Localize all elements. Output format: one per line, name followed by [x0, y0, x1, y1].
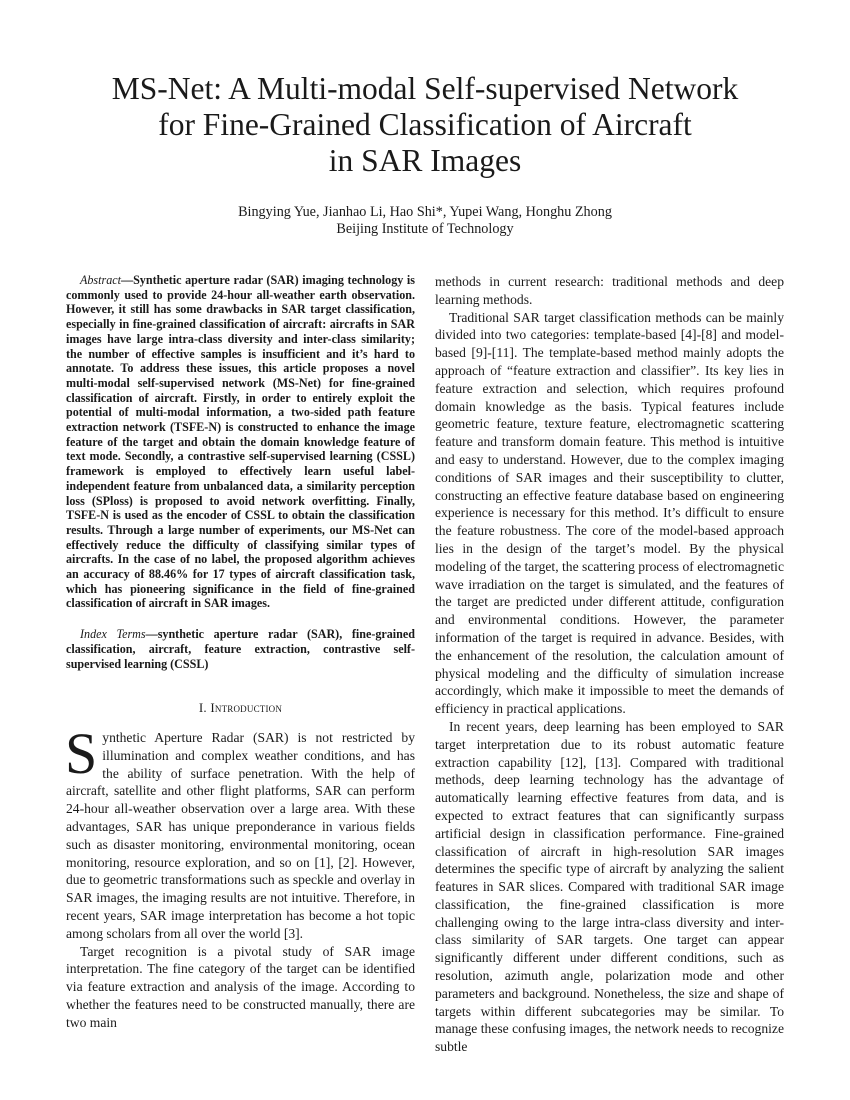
affiliation-line: Beijing Institute of Technology [336, 221, 514, 237]
abstract-label: Abstract [80, 273, 121, 287]
drop-cap: S [65, 721, 98, 787]
abstract-text: —Synthetic aperture radar (SAR) imaging technology is commonly used to provide 24-hour all-weather earth observation. However, it still has some drawbacks in SAR target classification, especially in fine-grained classification of aircraft: aircrafts in SAR images have large intra-class diversity and inter-class similarity; the number of effective samples is insufficient and it’s hard to annotate. To address these issues, this article proposes a novel multi-modal self-supervised network (MS-Net) for fine-grained classification of aircraft. Firstly, in order to entirely exploit the potential of multi-modal information, a two-sided path feature extraction network (TSFE-N) is constructed to enhance the image feature of the target and obtain the domain knowledge feature of text mode. Secondly, a contrastive self-supervised learning (CSSL) framework is employed to effectively learn useful label-independent feature from unbalanced data, a similarity perception loss (SPloss) is proposed to avoid network overfitting. Finally, TSFE-N is used as the encoder of CSSL to obtain the classification results. Through a large number of experiments, our MS-Net can effectively reduce the difficulty of classifying similar types of aircrafts. In the case of no label, the proposed algorithm achieves an accuracy of 88.46% for 17 types of aircraft classification task, which has pioneering significance in the field of fine-grained classification of aircraft in SAR images. [66, 273, 415, 611]
abstract-paragraph [66, 273, 415, 611]
index-terms-label: Index Terms [80, 627, 146, 642]
section-heading-introduction [66, 699, 415, 717]
index-terms-text: —synthetic aperture radar (SAR), fine-grained classification, aircraft, feature extraction, contrastive self-supervised learning (CSSL) [66, 627, 415, 671]
right-paragraph-1: Traditional SAR target classification methods can be mainly divided into two categories: template-based [4]-[8] and model-based [9]-[11]. The template-based method mainly adopts the approach of “feature extraction and classifier”. Its key lies in feature extraction and selection, which requires profound domain knowledge as the basis. Typical features include geometric feature, texture feature, electromagnetic scattering feature and transform domain feature. This method is intuitive and easy to understand. However, due to the complex imaging conditions of SAR images and their susceptibility to clutter, constructing an effective feature database based on engineering experience is necessary for this method. It’s difficult to ensure the feature robustness. The core of the model-based approach lies in the design of the target’s model. By the physical modeling of the target, the scattering process of electromagnetic wave irradiation on the target is simulated, and the features of the target are predicted under different attitude, configuration and environmental conditions. However, the parameter information of the target is required in advance. Besides, with the enhancement of the resolution, the calculation amount of physical modeling and the difficulty of simulation increase accordingly, which make it impossible to meet the demands of efficiency in practical applications. [435, 309, 784, 717]
section-number: I. [198, 700, 211, 716]
title-line-1: MS-Net: A Multi-modal Self-supervised Network [111, 71, 739, 106]
intro-paragraph-1-text: ynthetic Aperture Radar (SAR) is not restricted by illumination and complex weather conditions, and has the ability of surface penetration. With the help of aircraft, satellite and other flight platforms, SAR can perform 24-hour all-weather observation over a large area. With these advantages, SAR has unique preponderance in various fields such as disaster monitoring, environmental monitoring, ocean monitoring, resource exploration, and so on [1], [2]. However, due to geometric transformations such as speckle and overlay in SAR images, the imaging results are not intuitive. Therefore, in recent years, SAR image interpretation has become a hot topic among scholars from all over the world [3]. [66, 730, 415, 941]
title-line-2: for Fine-Grained Classification of Aircraft [158, 107, 692, 142]
right-paragraph-2: In recent years, deep learning has been employed to SAR target interpretation due to its robust automatic feature extraction capability [12], [13]. Compared with traditional methods, deep learning technology has the advantage of automatically learning effective features from data, and is expected to extract features that can significantly surpass artificial design in classification performance. Fine-grained classification of aircraft in high-resolution SAR images determines the specific type of aircraft by analyzing the salient features in SAR slices. Compared with traditional SAR image classification, the fine-grained classification is more challenging owing to the large intra-class diversity and inter-class similarity of SAR targets. One target can appear significantly different under different conditions, such as resolution, azimuth angle, polarization mode and other parameters and background. Nonetheless, the size and shape of targets within different subcategories may be similar. To manage these confusing images, the network needs to recognize subtle [435, 718, 784, 1055]
index-terms-paragraph [66, 627, 415, 671]
intro-paragraph-1 [65, 721, 415, 943]
right-column [435, 273, 784, 1056]
paper-title [40, 71, 810, 179]
title-line-3: in SAR Images [328, 143, 522, 178]
section-title: Introduction [210, 700, 283, 716]
left-column [66, 273, 415, 1032]
right-paragraph-0: methods in current research: traditional methods and deep learning methods. [435, 274, 784, 307]
intro-paragraph-2: Target recognition is a pivotal study of SAR image interpretation. The fine category of the target can be identified via feature extraction and analysis of the image. According to whether the features need to be constructed manually, there are two main [66, 943, 415, 1030]
author-block [40, 204, 810, 238]
authors-line: Bingying Yue, Jianhao Li, Hao Shi*, Yupei Wang, Honghu Zhong [238, 204, 612, 220]
